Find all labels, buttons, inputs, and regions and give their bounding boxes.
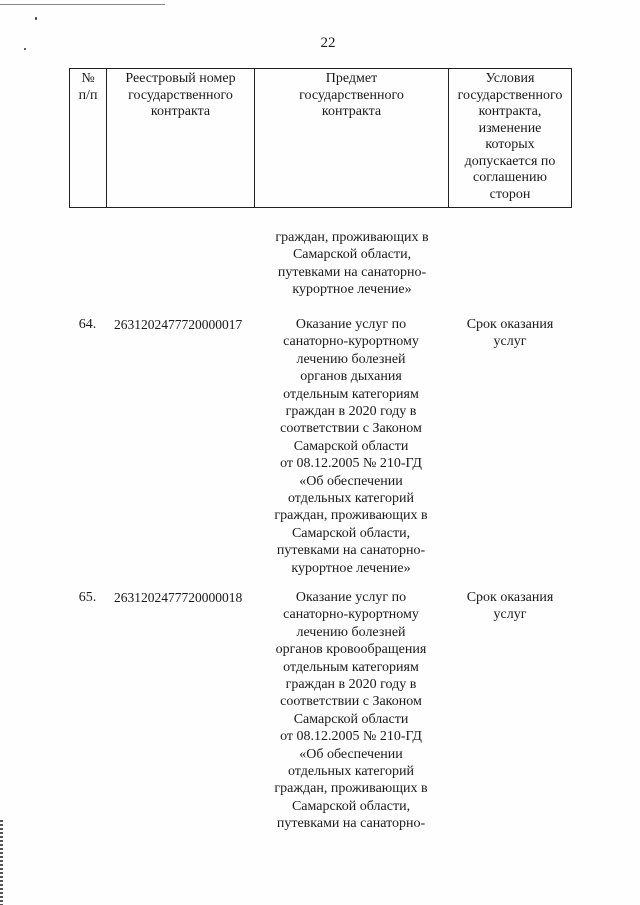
text-line: лечению болезней bbox=[296, 351, 406, 367]
text-line: контракта, bbox=[478, 104, 542, 119]
table-row bbox=[69, 589, 572, 833]
text-line: граждан, проживающих в bbox=[275, 230, 429, 245]
text-line: от 08.12.2005 № 210-ГД bbox=[280, 456, 422, 472]
text-line: контракта bbox=[150, 104, 211, 119]
contract-subject bbox=[254, 316, 448, 577]
text-line: Самарской области, bbox=[292, 247, 412, 263]
contract-conditions bbox=[448, 589, 572, 833]
text-line: которых bbox=[485, 137, 535, 152]
text-line: отдельным категориям bbox=[283, 386, 419, 402]
text-line: Предмет bbox=[325, 71, 378, 86]
scan-edge-noise bbox=[0, 820, 3, 905]
header-cell-subject bbox=[255, 69, 449, 207]
text-line: Срок оказания bbox=[466, 590, 554, 605]
text-line: курортное лечение» bbox=[291, 560, 411, 576]
text-line: путевками на санаторно- bbox=[276, 816, 426, 832]
text-line: лечению болезней bbox=[296, 624, 406, 640]
text-line: сторон bbox=[489, 186, 531, 202]
text-line: соответствии с Законом bbox=[280, 421, 422, 437]
text-line: государственного bbox=[457, 87, 563, 103]
contract-conditions bbox=[448, 316, 572, 577]
text-line: Срок оказания bbox=[466, 317, 554, 332]
text-line: соответствии с Законом bbox=[280, 694, 422, 710]
text-line: контракта bbox=[321, 104, 382, 119]
contract-subject bbox=[254, 589, 448, 833]
text-line: Оказание услуг по bbox=[295, 317, 407, 332]
text-line: от 08.12.2005 № 210-ГД bbox=[280, 729, 422, 745]
page-number: 22 bbox=[320, 35, 336, 51]
text-line: № bbox=[81, 71, 95, 86]
registry-number: 2631202477720000018 bbox=[114, 590, 243, 605]
text-line: соглашению bbox=[473, 170, 547, 185]
text-line: допускается по bbox=[464, 153, 556, 169]
text-line: Самарской области bbox=[293, 711, 409, 727]
text-line: санаторно-курортному bbox=[283, 607, 419, 623]
text-line: Условия bbox=[485, 71, 535, 86]
text-line: услуг bbox=[493, 334, 527, 350]
table-row bbox=[69, 316, 572, 577]
text-line: отдельных категорий bbox=[287, 491, 414, 507]
text-line: граждан, проживающих в bbox=[274, 508, 428, 524]
header-cell-registry-number bbox=[107, 69, 255, 207]
text-line: Самарской области, bbox=[291, 798, 411, 814]
text-line: санаторно-курортному bbox=[283, 334, 419, 350]
text-line: путевками на санаторно- bbox=[276, 543, 426, 559]
header-cell-conditions bbox=[449, 69, 571, 207]
text-line: органов дыхания bbox=[300, 369, 402, 385]
continued-subject-text bbox=[255, 229, 449, 299]
text-line: изменение bbox=[478, 120, 542, 136]
text-line: Реестровый номер bbox=[125, 71, 236, 86]
text-line: Самарской области bbox=[293, 438, 409, 454]
scan-speck bbox=[35, 17, 37, 20]
row-number: 65. bbox=[78, 590, 97, 605]
registry-number: 2631202477720000017 bbox=[114, 317, 243, 332]
text-line: граждан, проживающих в bbox=[274, 781, 428, 797]
text-line: Оказание услуг по bbox=[295, 590, 407, 605]
scan-edge-line bbox=[0, 4, 165, 5]
table-header bbox=[69, 68, 572, 208]
text-line: отдельным категориям bbox=[283, 659, 419, 675]
text-line: отдельных категорий bbox=[287, 764, 414, 780]
row-number: 64. bbox=[78, 317, 97, 332]
text-line: граждан в 2020 году в bbox=[285, 404, 417, 420]
header-cell-number bbox=[70, 69, 107, 207]
text-line: граждан в 2020 году в bbox=[285, 677, 417, 693]
text-line: государственного bbox=[299, 87, 404, 103]
text-line: органов кровообращения bbox=[275, 642, 427, 658]
text-line: государственного bbox=[128, 87, 233, 103]
text-line: услуг bbox=[493, 607, 527, 623]
text-line: курортное лечение» bbox=[292, 282, 412, 298]
text-line: Самарской области, bbox=[291, 525, 411, 541]
text-line: «Об обеспечении bbox=[299, 473, 403, 489]
text-line: путевками на санаторно- bbox=[277, 264, 427, 280]
text-line: п/п bbox=[78, 87, 98, 103]
text-line: «Об обеспечении bbox=[299, 746, 403, 762]
